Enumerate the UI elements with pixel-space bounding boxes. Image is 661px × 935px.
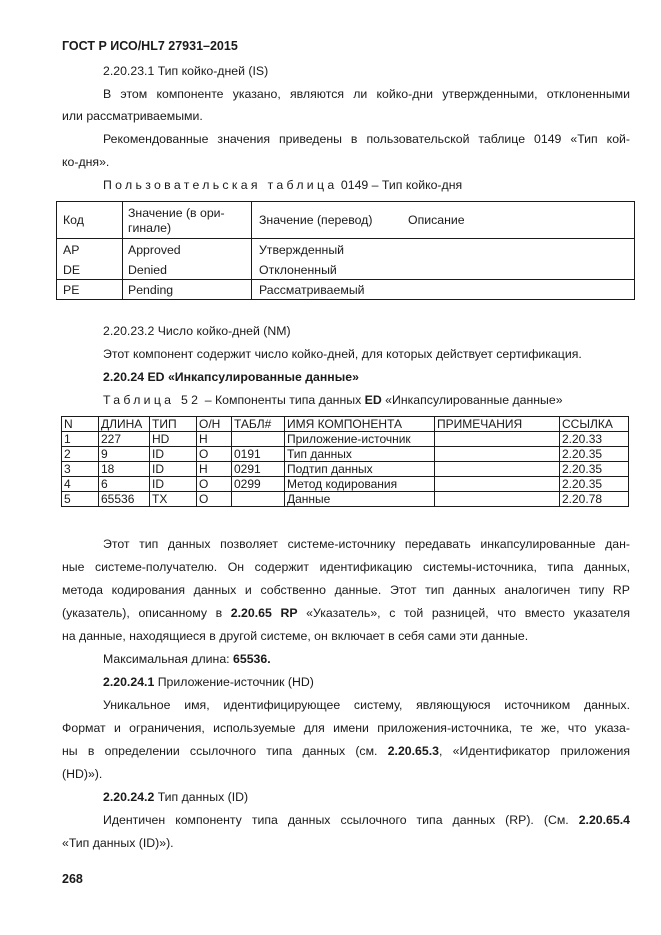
table-cell: [232, 492, 285, 507]
caption-prefix: Таблица 52: [103, 393, 202, 407]
table-cell: [435, 432, 560, 447]
table-cell: 5: [62, 492, 99, 507]
cross-reference: 2.20.65.3: [387, 744, 439, 758]
table-cell: 2.20.35: [560, 462, 629, 477]
paragraph-line: В этом компоненте указано, являются ли койко-дни утвержденными, отклоненными: [103, 87, 630, 101]
table-cell: 2: [62, 447, 99, 462]
column-header: ДЛИНА: [99, 417, 150, 432]
paragraph-line: на данные, находящиеся в другой системе, он включает в себя сами эти данные.: [62, 629, 529, 643]
table-cell: 2.20.35: [560, 447, 629, 462]
table-row: [62, 492, 629, 507]
paragraph-line: [62, 605, 630, 621]
text-run: Идентичен компоненту типа данных ссылочного типа данных (RP). (См.: [103, 813, 579, 827]
table-cell: Приложение-источник: [285, 432, 435, 447]
caption-number: 0149: [340, 178, 369, 192]
table-cell: Тип данных: [285, 447, 435, 462]
table-cell: [435, 462, 560, 477]
table-row: [62, 432, 629, 447]
paragraph-line: Этот тип данных позволяет системе-источнику передавать инкапсулированные дан-: [103, 537, 630, 551]
cell-original: Approved: [128, 243, 181, 257]
max-length-label: Максимальная длина:: [103, 652, 234, 666]
table-cell: Данные: [285, 492, 435, 507]
table-cell: TX: [150, 492, 197, 507]
table-cell: HD: [150, 432, 197, 447]
table-cell: 2.20.33: [560, 432, 629, 447]
table-0149: [56, 201, 635, 300]
heading-text: Тип данных (ID): [154, 790, 249, 804]
table-cell: Н: [197, 432, 232, 447]
column-header: ТАБЛ#: [232, 417, 285, 432]
table-row: [62, 462, 629, 477]
column-header: ИМЯ КОМПОНЕНТА: [285, 417, 435, 432]
column-header: ССЫЛКА: [560, 417, 629, 432]
cross-reference: 2.20.65.4: [578, 813, 630, 827]
column-header: ТИП: [150, 417, 197, 432]
max-length-value: 65536.: [233, 652, 271, 666]
column-header: N: [62, 417, 99, 432]
table-cell: 1: [62, 432, 99, 447]
max-length-line: [103, 651, 271, 667]
paragraph-line: «Тип данных (ID)»).: [62, 836, 174, 850]
table-cell: ID: [150, 447, 197, 462]
table-row: [62, 447, 629, 462]
table-52: [61, 416, 629, 507]
paragraph-line: Уникальное имя, идентифицирующее систему, являющуюся источником данных.: [103, 698, 630, 712]
cell-translation: Отклоненный: [259, 263, 337, 277]
table-cell: О: [197, 492, 232, 507]
heading-text: Приложение-источник (HD): [154, 675, 314, 689]
table-cell: ID: [150, 477, 197, 492]
table-cell: 3: [62, 462, 99, 477]
section-heading-2-20-24-1: [103, 674, 314, 690]
table-caption-0149: [103, 177, 462, 193]
table-cell: 0291: [232, 462, 285, 477]
section-heading-2-20-24-2: [103, 789, 248, 805]
column-header: ПРИМЕЧАНИЯ: [435, 417, 560, 432]
table-cell: Подтип данных: [285, 462, 435, 477]
caption-rest: «Инкапсулированные данные»: [381, 393, 563, 407]
table-divider: [57, 238, 634, 239]
table-cell: О: [197, 477, 232, 492]
table-cell: Метод кодирования: [285, 477, 435, 492]
table-cell: 227: [99, 432, 150, 447]
table-cell: 6: [99, 477, 150, 492]
section-heading-2-20-23-1: 2.20.23.1 Тип койко-дней (IS): [103, 64, 269, 78]
caption-mid: – Компоненты типа данных: [204, 393, 365, 407]
table-cell: 0191: [232, 447, 285, 462]
table-cell: О: [197, 447, 232, 462]
text-run: (указатель), описанному в: [62, 606, 231, 620]
caption-bold: ED: [364, 393, 382, 407]
table-cell: 65536: [99, 492, 150, 507]
paragraph-line: или рассматриваемыми.: [62, 109, 203, 123]
cell-original: Denied: [128, 263, 167, 277]
table-cell: [435, 492, 560, 507]
cross-reference: 2.20.65 RP: [230, 606, 298, 620]
table-caption-52: [103, 392, 563, 408]
table-cell: [435, 447, 560, 462]
header-translation: Значение (перевод): [259, 213, 373, 227]
table-cell: 4: [62, 477, 99, 492]
text-run: «Указатель», с той разницей, что вместо указателя: [297, 606, 630, 620]
table-row: [62, 477, 629, 492]
header-original: [128, 206, 225, 236]
paragraph-line: [62, 743, 630, 759]
text-run: ны в определении ссылочного типа данных (см.: [62, 744, 388, 758]
column-divider: [122, 202, 123, 299]
table-cell: 18: [99, 462, 150, 477]
heading-number: 2.20.24.1: [103, 675, 155, 689]
cell-original: Pending: [128, 283, 174, 297]
document-header: ГОСТ Р ИСО/HL7 27931–2015: [62, 39, 238, 53]
cell-code: AP: [63, 243, 80, 257]
column-divider: [251, 202, 252, 299]
table-cell: 2.20.78: [560, 492, 629, 507]
paragraph-line: ные системе-получателю. Он содержит идентификацию системы-источника, типа данных,: [62, 560, 630, 574]
table-cell: [435, 477, 560, 492]
cell-translation: Рассматриваемый: [259, 283, 365, 297]
section-heading-2-20-23-2: 2.20.23.2 Число койко-дней (NM): [103, 324, 291, 338]
section-heading-2-20-24: 2.20.24 ED «Инкапсулированные данные»: [103, 370, 359, 384]
table-cell: 2.20.35: [560, 477, 629, 492]
header-original-l2: гинале): [128, 221, 172, 235]
paragraph-line: ко-дня».: [62, 155, 110, 169]
header-code: Код: [63, 213, 84, 227]
cell-code: PE: [63, 283, 80, 297]
cell-code: DE: [63, 263, 81, 277]
table-cell: 9: [99, 447, 150, 462]
paragraph-line: Формат и ограничения, используемые для имени приложения-источника, те же, что указа-: [62, 721, 630, 735]
paragraph-line: Рекомендованные значения приведены в пользовательской таблице 0149 «Тип кой-: [103, 132, 630, 146]
column-header: О/Н: [197, 417, 232, 432]
paragraph-line: метода кодирования данных и собственно данные. Этот тип данных аналогичен типу RP: [62, 583, 630, 597]
paragraph-line: [103, 812, 630, 828]
table-cell: Н: [197, 462, 232, 477]
paragraph-line: (HD)»).: [62, 767, 103, 781]
header-original-l1: Значение (в ори-: [128, 206, 225, 220]
caption-prefix: Пользовательская таблица: [103, 178, 338, 192]
text-run: , «Идентификатор приложения: [438, 744, 631, 758]
heading-number: 2.20.24.2: [103, 790, 155, 804]
header-description: Описание: [408, 213, 465, 227]
table-cell: ID: [150, 462, 197, 477]
table-divider: [57, 279, 634, 280]
page-number: 268: [62, 872, 83, 886]
table-cell: [232, 432, 285, 447]
table-header-row: [62, 417, 629, 432]
paragraph-line: Этот компонент содержит число койко-дней, для которых действует сертификация.: [103, 347, 582, 361]
table-cell: 0299: [232, 477, 285, 492]
cell-translation: Утвержденный: [259, 243, 345, 257]
caption-rest: – Тип койко-дня: [371, 178, 463, 192]
